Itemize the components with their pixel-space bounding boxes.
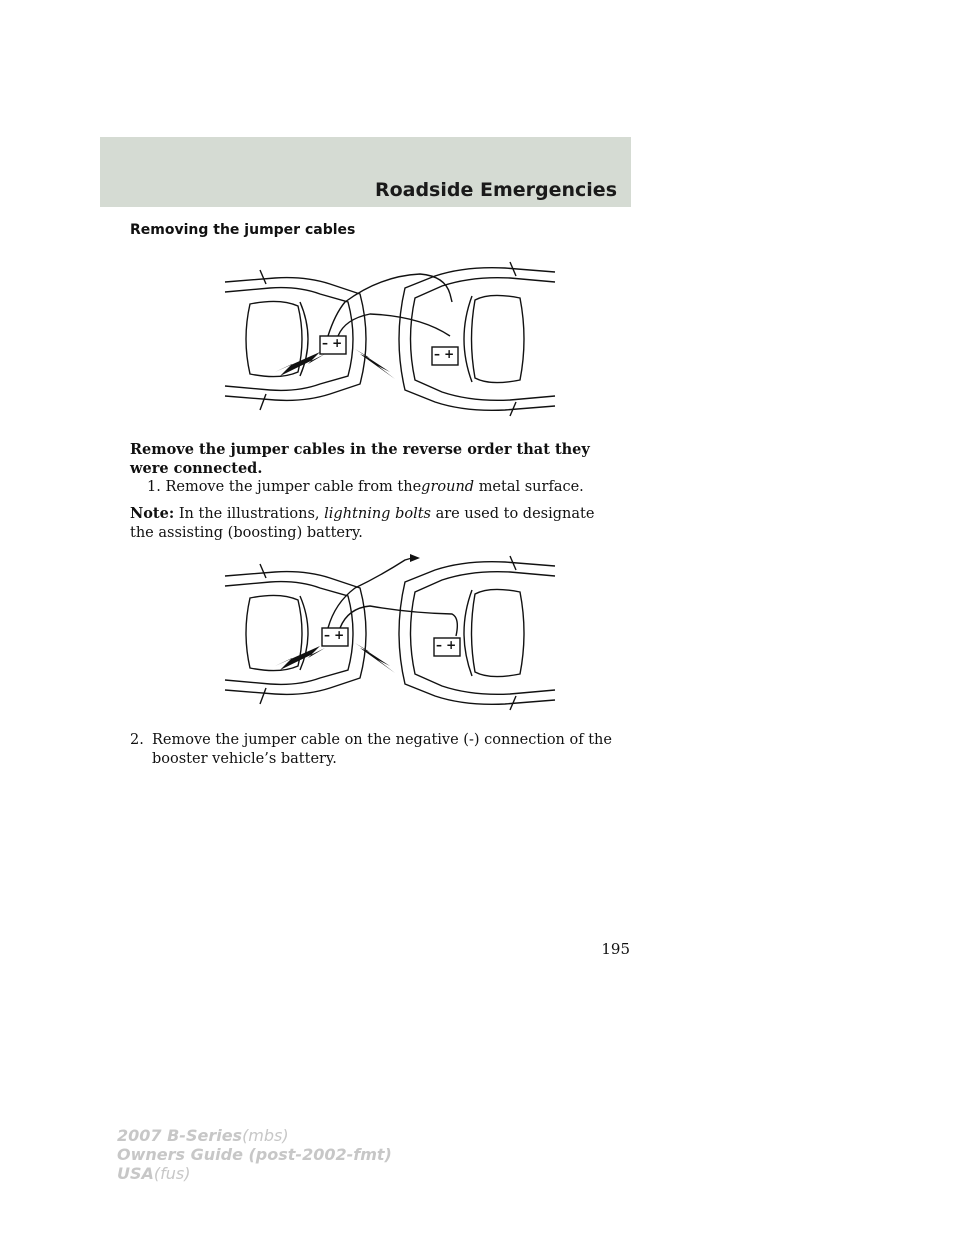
step-1	[147, 478, 637, 497]
step-number: 1.	[147, 479, 161, 495]
note-emphasis: lightning bolts	[324, 506, 431, 522]
step-emphasis: ground	[421, 479, 475, 495]
step-2	[130, 731, 620, 769]
jumper-cable-illustration-1	[220, 254, 560, 424]
note	[130, 504, 620, 543]
intro-text: Remove the jumper cables in the reverse order that they were connected.	[130, 441, 590, 477]
battery-label: – +	[322, 336, 343, 350]
note-text: are used to designate the assisting (boosting) battery.	[130, 506, 595, 541]
page-number: 195	[601, 940, 630, 958]
battery-label: – +	[436, 638, 457, 652]
section-heading: Removing the jumper cables	[130, 222, 356, 238]
note-label: Note:	[130, 505, 175, 522]
step-text: Remove the jumper cable from the	[165, 479, 422, 495]
step-text: Remove the jumper cable on the negative (-) connection of the	[152, 732, 612, 748]
footer-model: 2007 B-Series	[117, 1126, 243, 1145]
battery-label: – +	[324, 628, 345, 642]
step-text-continued: booster vehicle’s battery.	[152, 751, 337, 767]
battery-label: – +	[434, 347, 455, 361]
footer	[117, 1126, 392, 1183]
step-text: metal surface.	[478, 479, 584, 495]
footer-region: USA	[117, 1164, 154, 1183]
step-number: 2.	[130, 732, 144, 748]
footer-model-code: (mbs)	[242, 1126, 289, 1145]
note-text: In the illustrations,	[178, 506, 320, 522]
chapter-title: Roadside Emergencies	[374, 179, 617, 201]
footer-region-code: (fus)	[153, 1164, 191, 1183]
footer-guide: Owners Guide (post-2002-fmt)	[117, 1145, 392, 1164]
header-band	[100, 137, 631, 207]
jumper-cable-illustration-2	[220, 548, 560, 718]
